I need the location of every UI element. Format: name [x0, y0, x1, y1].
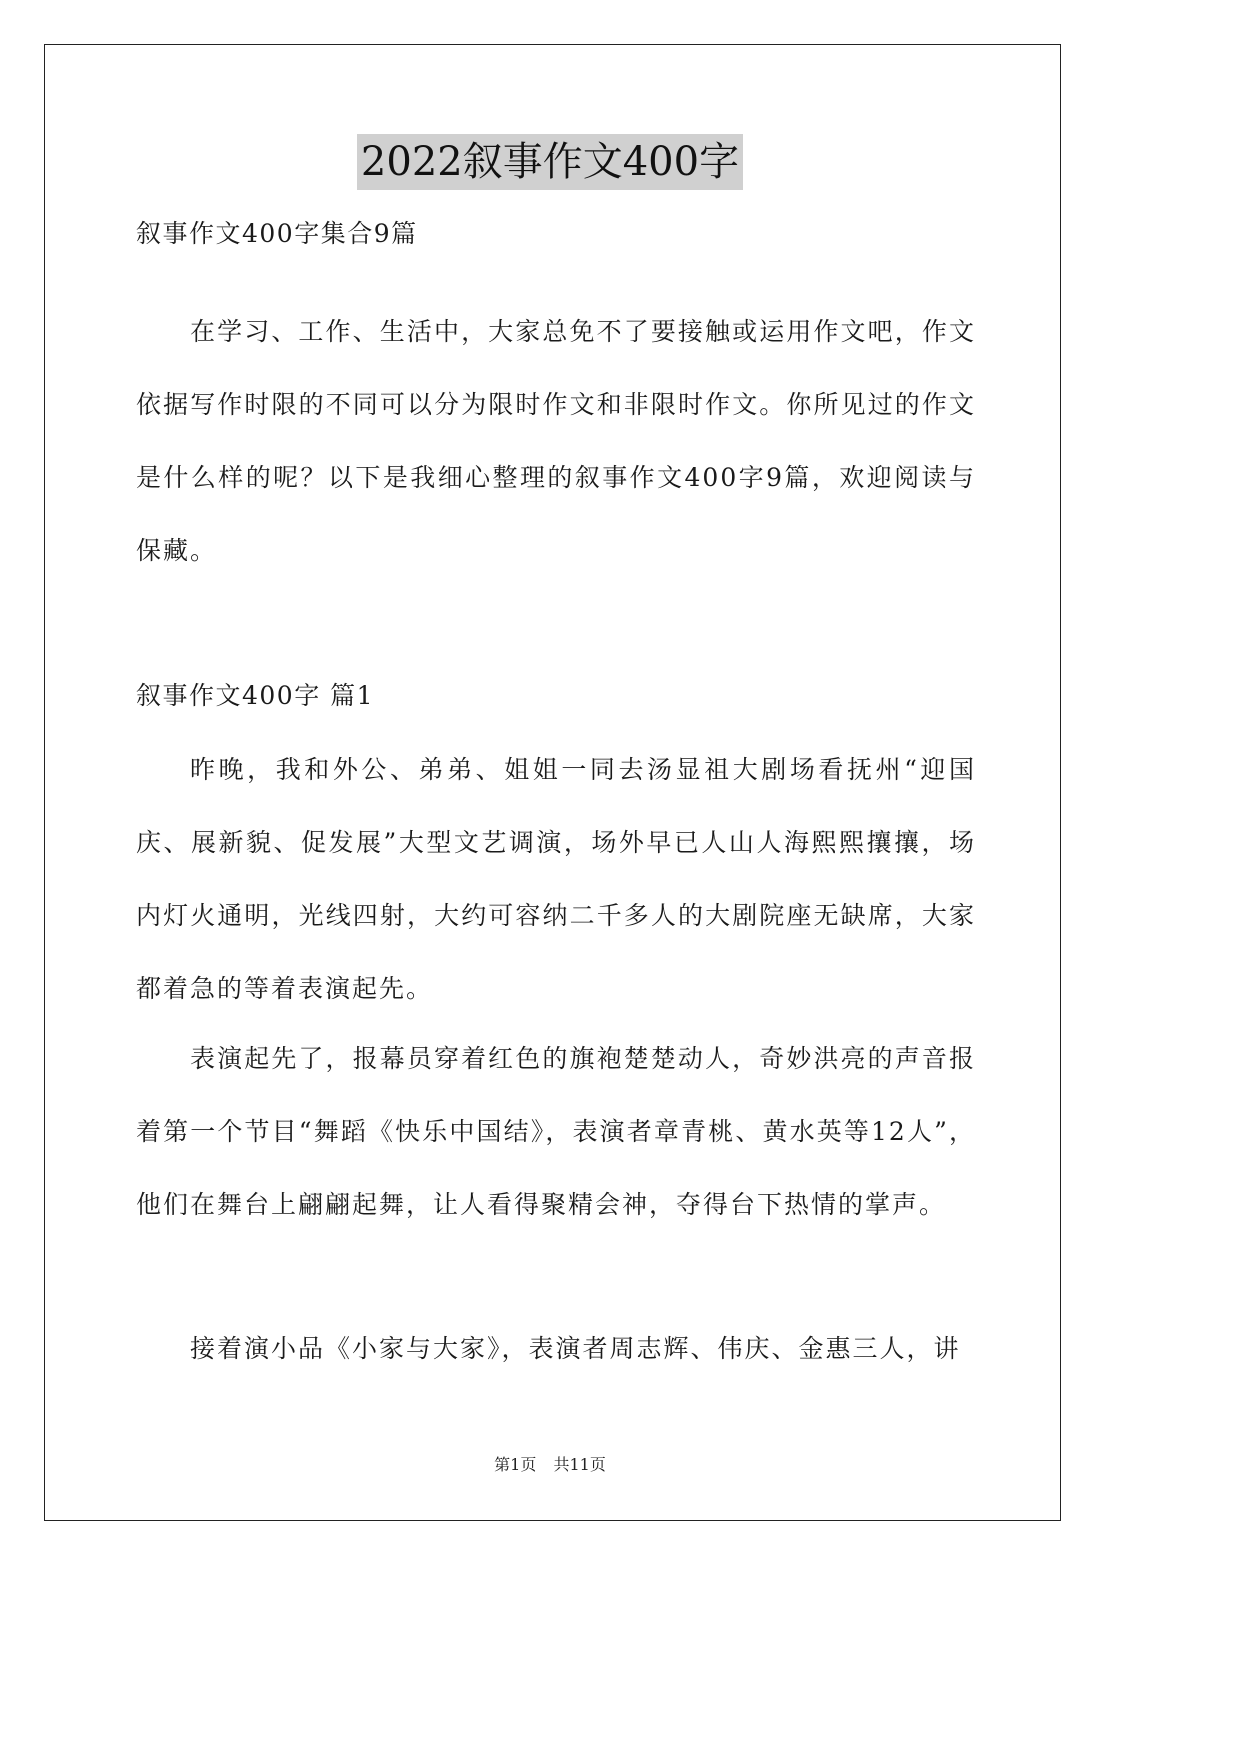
body-paragraph-2: 表演起先了，报幕员穿着红色的旗袍楚楚动人，奇妙洪亮的声音报着第一个节目“舞蹈《快乐中国结》，表演者章青桃、黄水英等12人”，他们在舞台上翩翩起舞，让人看得聚精会神，夺得台下热情的掌声。	[136, 1044, 976, 1219]
body-paragraph-3: 接着演小品《小家与大家》，表演者周志辉、伟庆、金惠三人，讲	[190, 1334, 961, 1363]
collection-subtitle: 叙事作文400字集合9篇	[136, 219, 418, 248]
page-number: 第1页	[494, 1455, 537, 1474]
document-title: 2022叙事作文400字	[357, 134, 743, 190]
intro-paragraph: 在学习、工作、生活中，大家总免不了要接触或运用作文吧，作文依据写作时限的不同可以分为限时作文和非限时作文。你所见过的作文是什么样的呢？以下是我细心整理的叙事作文400字9篇，欢迎阅读与保藏。	[136, 317, 976, 565]
body-paragraph-1: 昨晚，我和外公、弟弟、姐姐一同去汤显祖大剧场看抚州“迎国庆、展新貌、促发展”大型文艺调演，场外早已人山人海熙熙攘攘，场内灯火通明，光线四射，大约可容纳二千多人的大剧院座无缺席，大家都着急的等着表演起先。	[136, 755, 976, 1003]
page-footer	[0, 1452, 1100, 1475]
section-heading: 叙事作文400字 篇1	[136, 681, 375, 710]
page-count: 共11页	[553, 1455, 606, 1474]
title-wrapper	[0, 134, 1100, 190]
